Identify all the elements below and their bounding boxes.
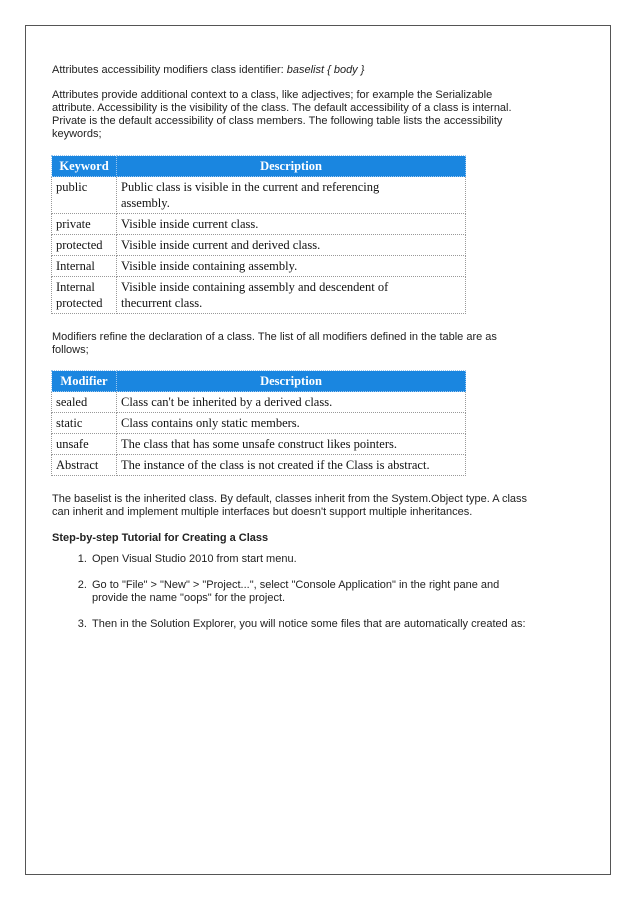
syntax-prefix: Attributes accessibility modifiers class identifier: xyxy=(52,64,287,76)
accessibility-table xyxy=(51,155,466,314)
modifier-cell: Abstract xyxy=(52,455,117,476)
table-row xyxy=(52,434,466,455)
tutorial-steps xyxy=(52,553,532,644)
table-header-row xyxy=(52,371,466,392)
keyword-cell: protected xyxy=(52,235,117,256)
description-cell: Public class is visible in the current and referencing assembly. xyxy=(117,177,466,214)
keyword-cell: Internal protected xyxy=(52,277,117,314)
description-cell: Visible inside current and derived class. xyxy=(117,235,466,256)
table-row xyxy=(52,455,466,476)
description-cell: The instance of the class is not created if the Class is abstract. xyxy=(117,455,466,476)
table-row xyxy=(52,256,466,277)
modifier-cell: sealed xyxy=(52,392,117,413)
keyword-cell: Internal xyxy=(52,256,117,277)
modifiers-paragraph: Modifiers refine the declaration of a class. The list of all modifiers defined in the table are as follows; xyxy=(52,331,497,356)
baselist-paragraph: The baselist is the inherited class. By default, classes inherit from the System.Object type. A class can inherit and implement multiple interfaces but doesn't support multiple inheritances. xyxy=(52,493,528,518)
list-item: 3. Then in the Solution Explorer, you will notice some files that are automatically created as: xyxy=(90,618,532,631)
list-item: 2. Go to "File" > "New" > "Project...", select "Console Application" in the right pane and provide the name "oops" for the project. xyxy=(90,579,532,605)
column-header-keyword: Keyword xyxy=(52,156,117,177)
modifier-cell: static xyxy=(52,413,117,434)
column-header-description: Description xyxy=(117,156,466,177)
tutorial-heading: Step-by-step Tutorial for Creating a Class xyxy=(52,532,269,544)
keyword-cell: public xyxy=(52,177,117,214)
syntax-emphasis: baselist { body } xyxy=(286,64,365,76)
modifier-table xyxy=(51,370,466,476)
table-row xyxy=(52,214,466,235)
table-header-row xyxy=(52,156,466,177)
description-cell: Class can't be inherited by a derived class. xyxy=(117,392,466,413)
table-row xyxy=(52,413,466,434)
column-header-description: Description xyxy=(117,371,466,392)
description-cell: Visible inside current class. xyxy=(117,214,466,235)
description-cell: Visible inside containing assembly and descendent of thecurrent class. xyxy=(117,277,466,314)
table-row xyxy=(52,235,466,256)
description-cell: Visible inside containing assembly. xyxy=(117,256,466,277)
keyword-cell: private xyxy=(52,214,117,235)
modifier-cell: unsafe xyxy=(52,434,117,455)
description-cell: The class that has some unsafe construct likes pointers. xyxy=(117,434,466,455)
description-cell: Class contains only static members. xyxy=(117,413,466,434)
table-row xyxy=(52,177,466,214)
table-row xyxy=(52,277,466,314)
table-row xyxy=(52,392,466,413)
attributes-paragraph: Attributes provide additional context to a class, like adjectives; for example the Serializable attribute. Accessibility is the visibility of the class. The default accessibility of a class is internal. Private is the default accessibility of class members. The following table lists the accessibility keywords; xyxy=(52,89,512,140)
list-item: 1. Open Visual Studio 2010 from start menu. xyxy=(90,553,532,566)
syntax-line xyxy=(52,64,532,77)
column-header-modifier: Modifier xyxy=(52,371,117,392)
